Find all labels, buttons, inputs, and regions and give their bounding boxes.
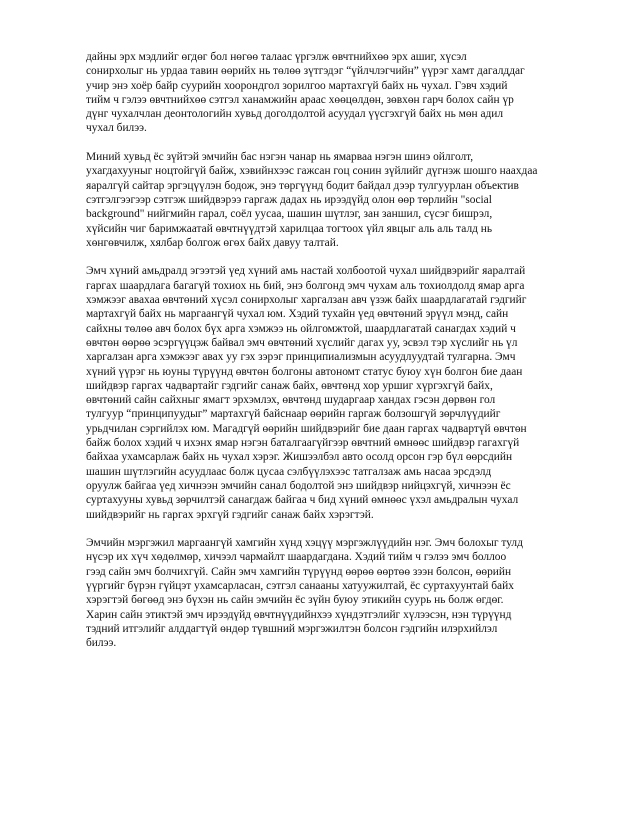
text-line: суртахууны хувьд зөрчилтэй санагдаж байгаа ч бид хүний өмнөөс үхэл амьдралын чухал — [86, 494, 519, 507]
text-line: Харин сайн этиктэй эмч ирээдүйд өвчтнүүдийнхээ хүндэтгэлийг хүлээсэн, нэн түрүүнд — [86, 608, 512, 621]
text-line: тэдний итгэлийг алддагтүй өндөр түвшний мэргэжилтэн болсон гэдгийн илэрхийлэл — [86, 622, 498, 635]
text-line: хэмжээг авахаа өвчтөний хүсэл сонирхолыг харгалзан авч үзэж байх шаардлагатай гэдгийг — [86, 294, 527, 307]
text-line: шашин шүтлэгийн асуудлааc болж цусаа сэлбүүлэхээс татгалзаж амь насаа эрсдэлд — [86, 465, 492, 478]
text-line: шийдвэрийг нь гаргах эрхгүй гэдгийг санаж байх хэрэгтэй. — [86, 508, 374, 521]
text-line: гээд сайн эмч болчихгүй. Сайн эмч хамгийн түрүүнд өөрөө өөртөө зээн болсон, өөрийн — [86, 565, 512, 578]
text-line: байж болох хэдий ч ихэнх ямар нэгэн баталгаагүйгээр өвчтний өмнөөс шийдвэр гагахгүй — [86, 437, 520, 450]
text-line: background" нийгмийн гарал, соёл уусаа, шашин шүтлэг, зан заншил, сүсэг бишрэл, — [86, 208, 493, 221]
text-line: хүйсийн чиг баримжаатай өвчтнүүдтэй харилцаа тогтоох үйл явцыг аль аль талд нь — [86, 222, 493, 235]
text-line: нүсэр их хүч хөдөлмөр, хичээл чармайлт шаардагдана. Хэдий тийм ч гэлээ эмч боллоо — [86, 551, 507, 564]
document-body — [86, 50, 564, 665]
text-line: оруулж байгаа үед хичнээн эмчийн санал бодолтой энэ шийдвэр нийцэхгүй, хичнээн ёс — [86, 479, 511, 492]
text-line: өвчтөний сайн сайхныг ямагт эрхэмлэх, өвчтөнд шударгаар хандах гэсэн дөрвөн гол — [86, 394, 496, 407]
text-line: учир энэ хоёр байр суурийн хоорондгол зорилгоо мартахгүй байх нь чухал. Гэвч хэдий — [86, 79, 508, 92]
text-line: сонирхолыг нь урдаа тавин өөрийх нь төлөө зүтгэдэг “үйлчлэгчийн” үүрэг хамт дагалддаг — [86, 65, 525, 78]
paragraph-4 — [86, 536, 564, 650]
text-line: чухал билээ. — [86, 122, 147, 135]
paragraph-1 — [86, 50, 564, 136]
text-line: сайхны төлөө авч болох бүх арга хэмжээ нь ойлгомжтой, шаардлагатай санагдах хэдий ч — [86, 322, 516, 335]
text-line: тулгуур “принципуудыг” мартахгүй байснаар өөрийн гаргаж болзошгүй зөрчлүүдийг — [86, 408, 501, 421]
text-line: дайны эрх мэдлийг өгдөг бол нөгөө талаас үргэлж өвчтнийхөө эрх ашиг, хүсэл — [86, 51, 467, 63]
text-line: үүргийг бүрэн гүйцэт ухамсарласан, сэтгэл санааны хатуужилтай, ёс суртахуунтай байх — [86, 579, 514, 592]
text-line: яаралгүй сайтар эргэцүүлэн бодож, энэ төргүүнд бодит байдал дээр тулгуурлан объектив — [86, 179, 519, 192]
text-line: урьдчилан сэргийлэх юм. Магадгүй өөрийн шийдвэрийг бие даан гаргах чадвартүй өвчтөн — [86, 422, 527, 435]
text-line: харгалзан арга хэмжээг авах уу гэх зэрэг принципиализмын асуудлуудтай тулгарна. Эмч — [86, 351, 516, 364]
text-line: тийм ч гэлээ өвчтнийхөө сэтгэл ханамжийн араас хөөцөлдөн, зөвхөн гарч болох сайн үр — [86, 93, 514, 106]
text-line: хөнгөвчилж, хялбар болгож өгөх байх давуу талтай. — [86, 236, 339, 249]
text-line: билээ. — [86, 637, 117, 650]
text-line: хэрэгтэй бөгөөд энэ бүхэн нь сайн эмчийн ёс зүйн буюу этикийн суурь нь болж өгдөг. — [86, 594, 504, 607]
text-line: Эмч хүний амьдралд эгээтэй үед хүний амь настай холбоотой чухал шийдвэрийг яаралтай — [86, 265, 526, 278]
text-line: ухагдахууныг ноцтойгүй байж, хэвийнхээс гажсан гоц сонин зүйлийг дүгнэж шошго наахдаа — [86, 165, 538, 178]
text-line: гаргах шаардлага багагүй тохиох нь бий, энэ болгонд эмч чухам аль тохиолдолд ямар арга — [86, 279, 525, 292]
text-line: хүний үүрэг нь юуны түрүүнд өвчтөн болгоны автономт статус буюу хүн болгон бие даан — [86, 365, 523, 378]
text-line: өвчтөн өөрөө эсэргүүцэж байвал эмч өвчтөний хүслийг дагах уу, эсвэл тэр хүслийг нь үл — [86, 336, 518, 349]
text-line: шийдвэр гаргах чадвартайг гэдгийг санаж байх, өвчтөнд хор уршиг хүргэхгүй байх, — [86, 379, 493, 392]
text-line: Миний хувьд ёс зүйтэй эмчийн бас нэгэн чанар нь ямарваа нэгэн шинэ ойлголт, — [86, 151, 474, 164]
text-line: мартахгүй байх нь маргаангүй чухал юм. Хэдий тухайн үед өвчтөний эрүүл мэнд, сайн — [86, 308, 509, 321]
paragraph-3 — [86, 264, 564, 521]
text-line: сэтгэлгээгээр сэтгэж шийдвэрээ гаргаж дадах нь ирээдүйд олон өөр төрлийн "social — [86, 193, 492, 206]
text-line: Эмчийн мэргэжил маргаангүй хамгийн хүнд хэцүү мэргэжлүүдийн нэг. Эмч болохыг тулд — [86, 537, 523, 550]
paragraph-2 — [86, 150, 564, 250]
text-line: дүнг чухалчлан деонтологийн хувьд доголдолтой асуудал үүсгэхгүй байх нь мөн адил — [86, 108, 504, 121]
text-line: байхаа ухамсарлаж байх нь чухал хэрэг. Жишээлбэл авто осолд орсон гэр бүл өөрсдийн — [86, 451, 513, 464]
